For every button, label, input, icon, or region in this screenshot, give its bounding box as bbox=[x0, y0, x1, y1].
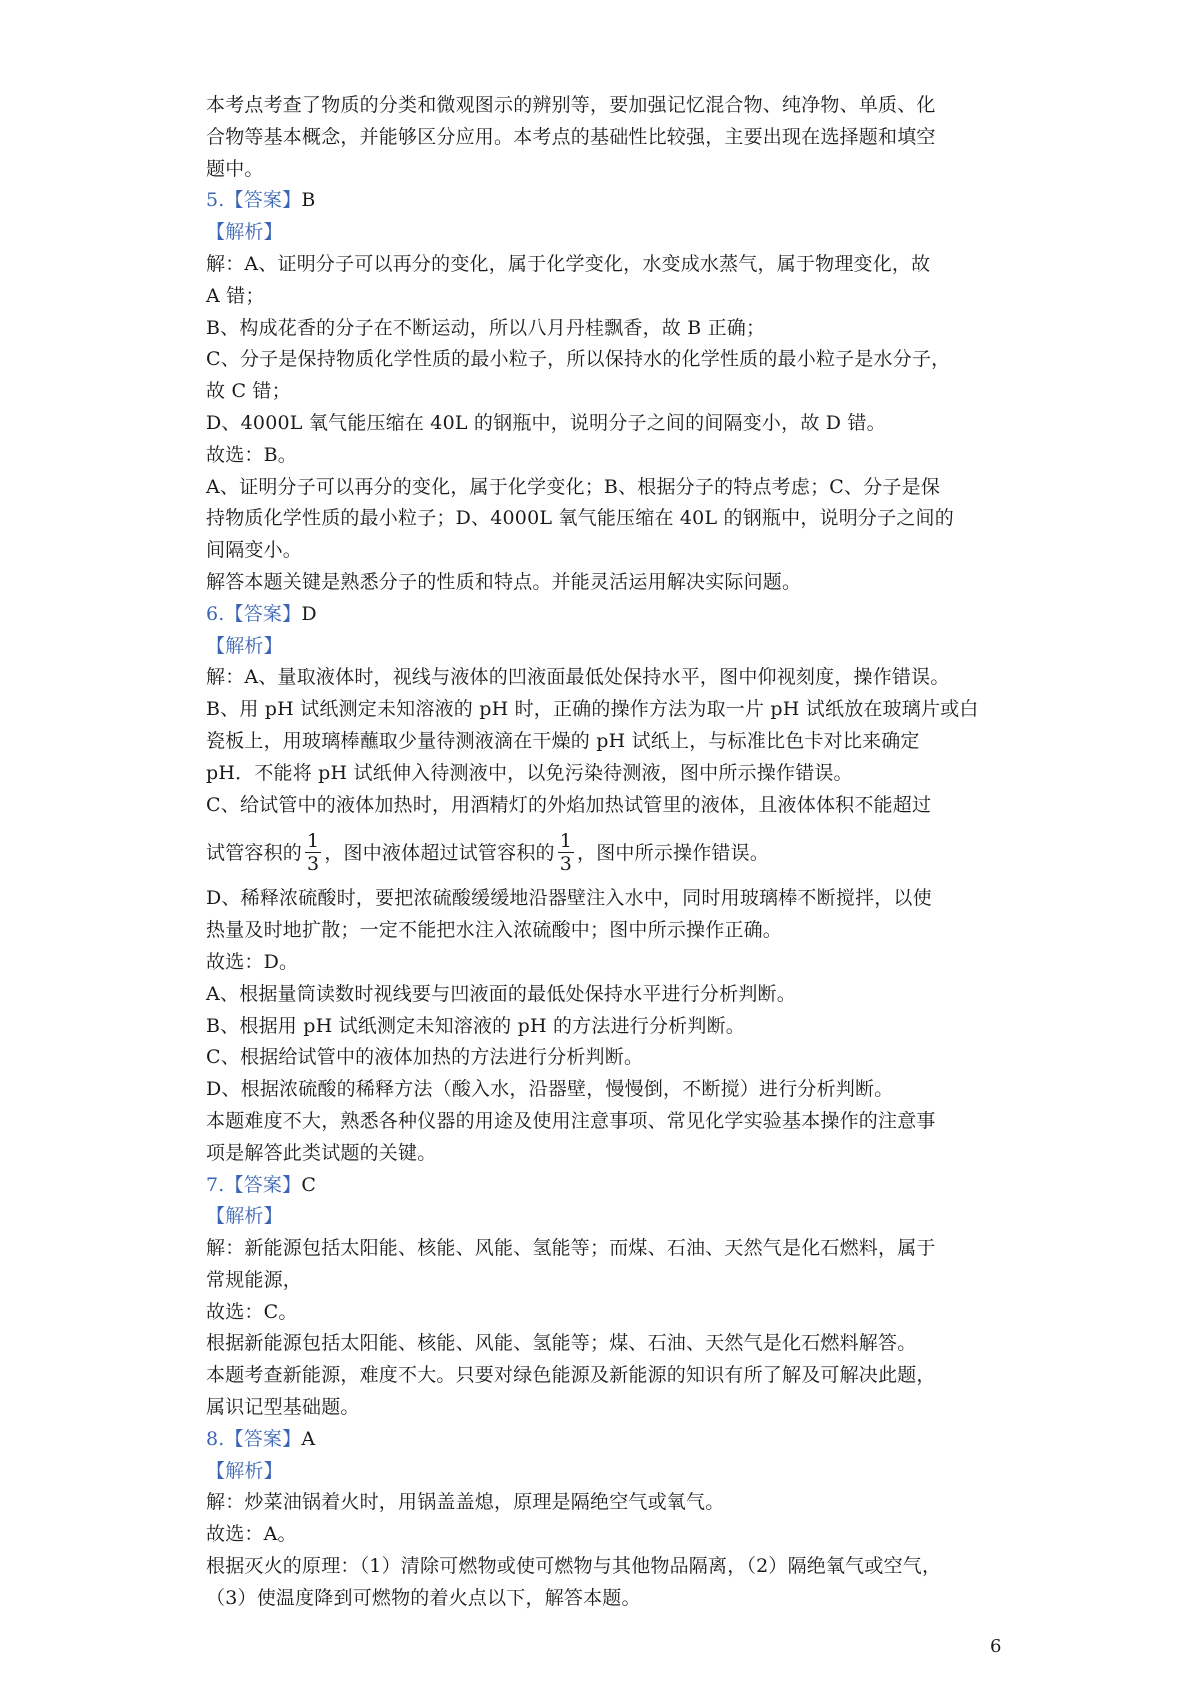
text-line: B、根据用 pH 试纸测定未知溶液的 pH 的方法进行分析判断。 bbox=[206, 1014, 745, 1037]
q7-answer: C bbox=[301, 1173, 317, 1196]
text-line: 瓷板上，用玻璃棒蘸取少量待测液滴在干燥的 pH 试纸上，与标准比色卡对比来确定 bbox=[206, 729, 920, 752]
text-line: C、分子是保持物质化学性质的最小粒子，所以保持水的化学性质的最小粒子是水分子， bbox=[206, 348, 951, 371]
fraction-denominator: 3 bbox=[559, 852, 573, 875]
q5-analysis-heading: 【解析】 bbox=[206, 221, 283, 244]
q8-number: 8. bbox=[206, 1427, 225, 1450]
page-number: 6 bbox=[990, 1636, 1002, 1657]
text-line: 间隔变小。 bbox=[206, 539, 303, 562]
text-line: 持物质化学性质的最小粒子；D、4000L 氧气能压缩在 40L 的钢瓶中，说明分子之间的 bbox=[206, 507, 954, 530]
fraction-denominator: 3 bbox=[307, 852, 320, 875]
text-line: A、证明分子可以再分的变化，属于化学变化；B、根据分子的特点考虑；C、分子是保 bbox=[206, 475, 941, 498]
text-line: 解：炒菜油锅着火时，用锅盖盖熄，原理是隔绝空气或氧气。 bbox=[206, 1491, 725, 1514]
text-line: 解答本题关键是熟悉分子的性质和特点。并能灵活运用解决实际问题。 bbox=[206, 570, 802, 593]
q6-number: 6. bbox=[206, 602, 225, 625]
text-line: 解：A、量取液体时，视线与液体的凹液面最低处保持水平，图中仰视刻度，操作错误。 bbox=[206, 666, 950, 689]
text-line: 常规能源， bbox=[206, 1268, 303, 1291]
q7-analysis-heading: 【解析】 bbox=[206, 1205, 283, 1228]
text-line: 故 C 错； bbox=[206, 380, 291, 403]
answer-tag: 【答案】 bbox=[224, 1173, 302, 1196]
text-line: 解：A、证明分子可以再分的变化，属于化学变化，水变成水蒸气，属于物理变化，故 bbox=[206, 252, 931, 275]
text-fragment: ，图中所示操作错误。 bbox=[577, 842, 770, 865]
q8-analysis-heading: 【解析】 bbox=[206, 1459, 283, 1482]
answer-tag: 【答案】 bbox=[224, 602, 302, 625]
text-line: C、给试管中的液体加热时，用酒精灯的外焰加热试管里的液体，且液体体积不能超过 bbox=[206, 793, 932, 816]
q7-number: 7. bbox=[206, 1173, 225, 1196]
fraction-one-third bbox=[558, 830, 574, 875]
q6-answer: D bbox=[301, 602, 317, 625]
text-line: A 错； bbox=[206, 284, 265, 307]
text-line: C、根据给试管中的液体加热的方法进行分析判断。 bbox=[206, 1046, 644, 1069]
text-line: pH．不能将 pH 试纸伸入待测液中，以免污染待测液，图中所示操作错误。 bbox=[206, 761, 853, 784]
text-line: 合物等基本概念，并能够区分应用。本考点的基础性比较强，主要出现在选择题和填空 bbox=[206, 125, 936, 148]
q5-answer-heading bbox=[206, 185, 1006, 217]
text-line: B、构成花香的分子在不断运动，所以八月丹桂飘香，故 B 正确； bbox=[206, 316, 766, 339]
fraction-one-third bbox=[305, 830, 321, 875]
q6-answer-heading bbox=[206, 599, 1006, 631]
text-line: （3）使温度降到可燃物的着火点以下，解答本题。 bbox=[206, 1586, 641, 1609]
text-line: 题中。 bbox=[206, 157, 264, 180]
answer-tag: 【答案】 bbox=[224, 1427, 302, 1450]
text-line: B、用 pH 试纸测定未知溶液的 pH 时，正确的操作方法为取一片 pH 试纸放在玻璃片或白 bbox=[206, 698, 979, 721]
text-line: 属识记型基础题。 bbox=[206, 1396, 360, 1419]
text-line: 项是解答此类试题的关键。 bbox=[206, 1141, 437, 1164]
text-line: 本题考查新能源，难度不大。只要对绿色能源及新能源的知识有所了解及可解决此题， bbox=[206, 1364, 936, 1387]
answer-tag: 【答案】 bbox=[224, 189, 302, 212]
text-line: 故选：A。 bbox=[206, 1523, 297, 1546]
fraction-numerator: 1 bbox=[559, 829, 573, 852]
q7-answer-heading bbox=[206, 1170, 1006, 1202]
q8-answer-heading bbox=[206, 1424, 1006, 1456]
q5-answer: B bbox=[301, 189, 316, 212]
text-line: D、根据浓硫酸的稀释方法（酸入水，沿器壁，慢慢倒，不断搅）进行分析判断。 bbox=[206, 1078, 894, 1101]
text-fragment: ，图中液体超过试管容积的 bbox=[324, 842, 555, 865]
q6-analysis-heading: 【解析】 bbox=[206, 634, 283, 657]
text-fragment: 试管容积的 bbox=[206, 842, 303, 865]
text-line: 故选：C。 bbox=[206, 1300, 298, 1323]
text-line: 解：新能源包括太阳能、核能、风能、氢能等；而煤、石油、天然气是化石燃料，属于 bbox=[206, 1237, 936, 1260]
text-line: 本考点考查了物质的分类和微观图示的辨别等，要加强记忆混合物、纯净物、单质、化 bbox=[206, 94, 936, 116]
q8-answer: A bbox=[301, 1427, 316, 1450]
text-line: D、稀释浓硫酸时，要把浓硫酸缓缓地沿器壁注入水中，同时用玻璃棒不断搅拌，以使 bbox=[206, 887, 932, 910]
text-line: 故选：B。 bbox=[206, 443, 297, 466]
text-line: 热量及时地扩散；一定不能把水注入浓硫酸中；图中所示操作正确。 bbox=[206, 919, 783, 942]
q5-number: 5. bbox=[206, 189, 225, 212]
text-line: 故选：D。 bbox=[206, 950, 299, 973]
fraction-line bbox=[206, 825, 1006, 881]
fraction-numerator: 1 bbox=[307, 829, 320, 852]
text-line: A、根据量筒读数时视线要与凹液面的最低处保持水平进行分析判断。 bbox=[206, 982, 796, 1005]
text-line: 本题难度不大，熟悉各种仪器的用途及使用注意事项、常见化学实验基本操作的注意事 bbox=[206, 1109, 936, 1132]
text-line: 根据灭火的原理：（1）清除可燃物或使可燃物与其他物品隔离，（2）隔绝氧气或空气， bbox=[206, 1555, 942, 1578]
document-body bbox=[206, 90, 1006, 1615]
text-line: D、4000L 氧气能压缩在 40L 的钢瓶中，说明分子之间的间隔变小，故 D 错。 bbox=[206, 411, 886, 434]
text-line: 根据新能源包括太阳能、核能、风能、氢能等；煤、石油、天然气是化石燃料解答。 bbox=[206, 1332, 917, 1355]
